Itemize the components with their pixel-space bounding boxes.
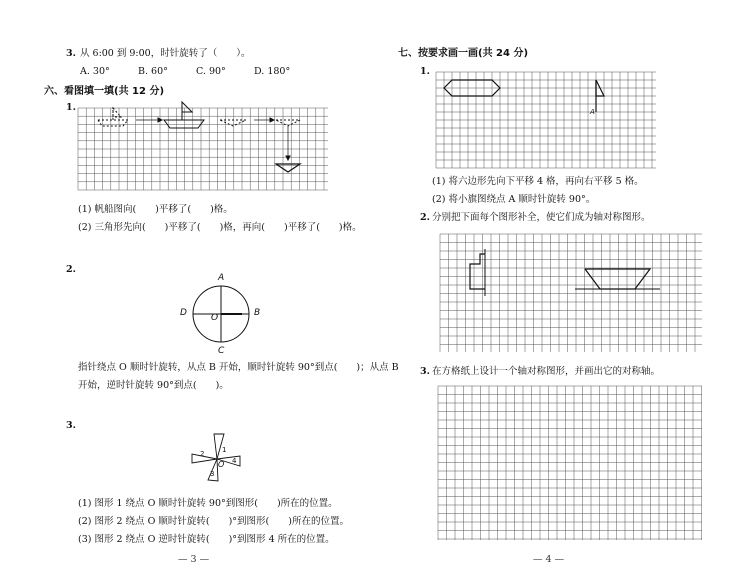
- half-shape-right: [585, 269, 650, 289]
- dashed-boat-sail: [113, 108, 121, 117]
- s7-p2-shapes: [440, 234, 702, 352]
- section6-title: 六、看图填一填(共 12 分): [44, 86, 165, 97]
- point-d-label: D: [180, 308, 187, 318]
- q3-option-d: D. 180°: [254, 66, 291, 77]
- s7-p1-shapes: [436, 72, 656, 168]
- s6-p1-line-2: (2) 三角形先向( )平移了( )格，再向( )平移了( )格。: [78, 222, 362, 233]
- solid-boat-sail: [182, 102, 192, 112]
- pinwheel-label-1: 1: [222, 446, 227, 454]
- half-shape-left: [470, 254, 485, 289]
- point-a-label: A: [218, 273, 225, 283]
- s6-p3-line-3: (3) 图形 2 绕点 O 逆时针旋转( )°到图形 4 所在的位置。: [78, 534, 335, 545]
- s7-p2-text: 分别把下面每个图形补全，使它们成为轴对称图形。: [432, 212, 651, 223]
- s6-p1-line-1: (1) 帆船图向( )平移了( )格。: [78, 204, 233, 215]
- s7-p3-grid: [438, 386, 702, 540]
- s7-p3-number: 3.: [420, 366, 430, 377]
- s7-p2-number: 2.: [420, 212, 430, 223]
- flag-shape: [596, 80, 604, 96]
- q3-option-b: B. 60°: [138, 66, 168, 77]
- s7-p1-line-2: (2) 将小旗图绕点 A 顺时针旋转 90°。: [432, 194, 596, 205]
- s6-p3-line-2: (2) 图形 2 绕点 O 顺时针旋转( )°到图形( )所在的位置。: [78, 516, 349, 527]
- s6-p2-line-1: 指针绕点 O 顺时针旋转，从点 B 开始，顺时针旋转 90°到点( )；从点 B: [78, 362, 399, 373]
- s6-p1-shapes: [78, 108, 328, 190]
- s6-p1-number: 1.: [66, 102, 76, 113]
- section7-title: 七、按要求画一画(共 24 分): [398, 48, 529, 59]
- point-b-label: B: [254, 308, 261, 318]
- solid-triangle: [276, 164, 300, 172]
- q3-number: 3.: [66, 48, 76, 59]
- pinwheel-center-o: O: [218, 460, 225, 469]
- clock-circle-figure: [190, 283, 252, 345]
- point-c-label: C: [218, 346, 225, 356]
- s6-p2-line-2: 开始，逆时针旋转 90°到点( )。: [78, 380, 229, 391]
- dashed-triangle-2: [276, 120, 300, 126]
- s7-p3-text: 在方格纸上设计一个轴对称图形，并画出它的对称轴。: [432, 366, 661, 377]
- s7-p1-number: 1.: [420, 66, 430, 77]
- s6-p2-number: 2.: [66, 264, 76, 275]
- pinwheel-label-4: 4: [232, 457, 237, 465]
- point-a-label-flag: A: [590, 108, 595, 116]
- pinwheel-shape-2: [192, 454, 217, 463]
- s6-p3-number: 3.: [66, 420, 76, 431]
- q3-option-c: C. 90°: [196, 66, 226, 77]
- pinwheel-label-2: 2: [200, 450, 205, 458]
- s6-p3-line-1: (1) 图形 1 绕点 O 顺时针旋转 90°到图形( )所在的位置。: [78, 498, 338, 509]
- s7-p1-line-1: (1) 将六边形先向下平移 4 格，再向右平移 5 格。: [432, 176, 644, 187]
- dashed-boat-hull: [98, 120, 128, 126]
- hexagon-shape: [444, 80, 500, 96]
- page-number-right: — 4 —: [533, 554, 565, 565]
- q3-option-a: A. 30°: [80, 66, 110, 77]
- page-number-left: — 3 —: [178, 554, 210, 565]
- pinwheel-label-3: 3: [210, 470, 215, 478]
- point-o-label: O: [211, 313, 219, 323]
- q3-text: 从 6:00 到 9:00，时针旋转了（ ）。: [80, 48, 251, 59]
- solid-boat-hull: [164, 120, 204, 128]
- dashed-triangle-1: [220, 120, 246, 126]
